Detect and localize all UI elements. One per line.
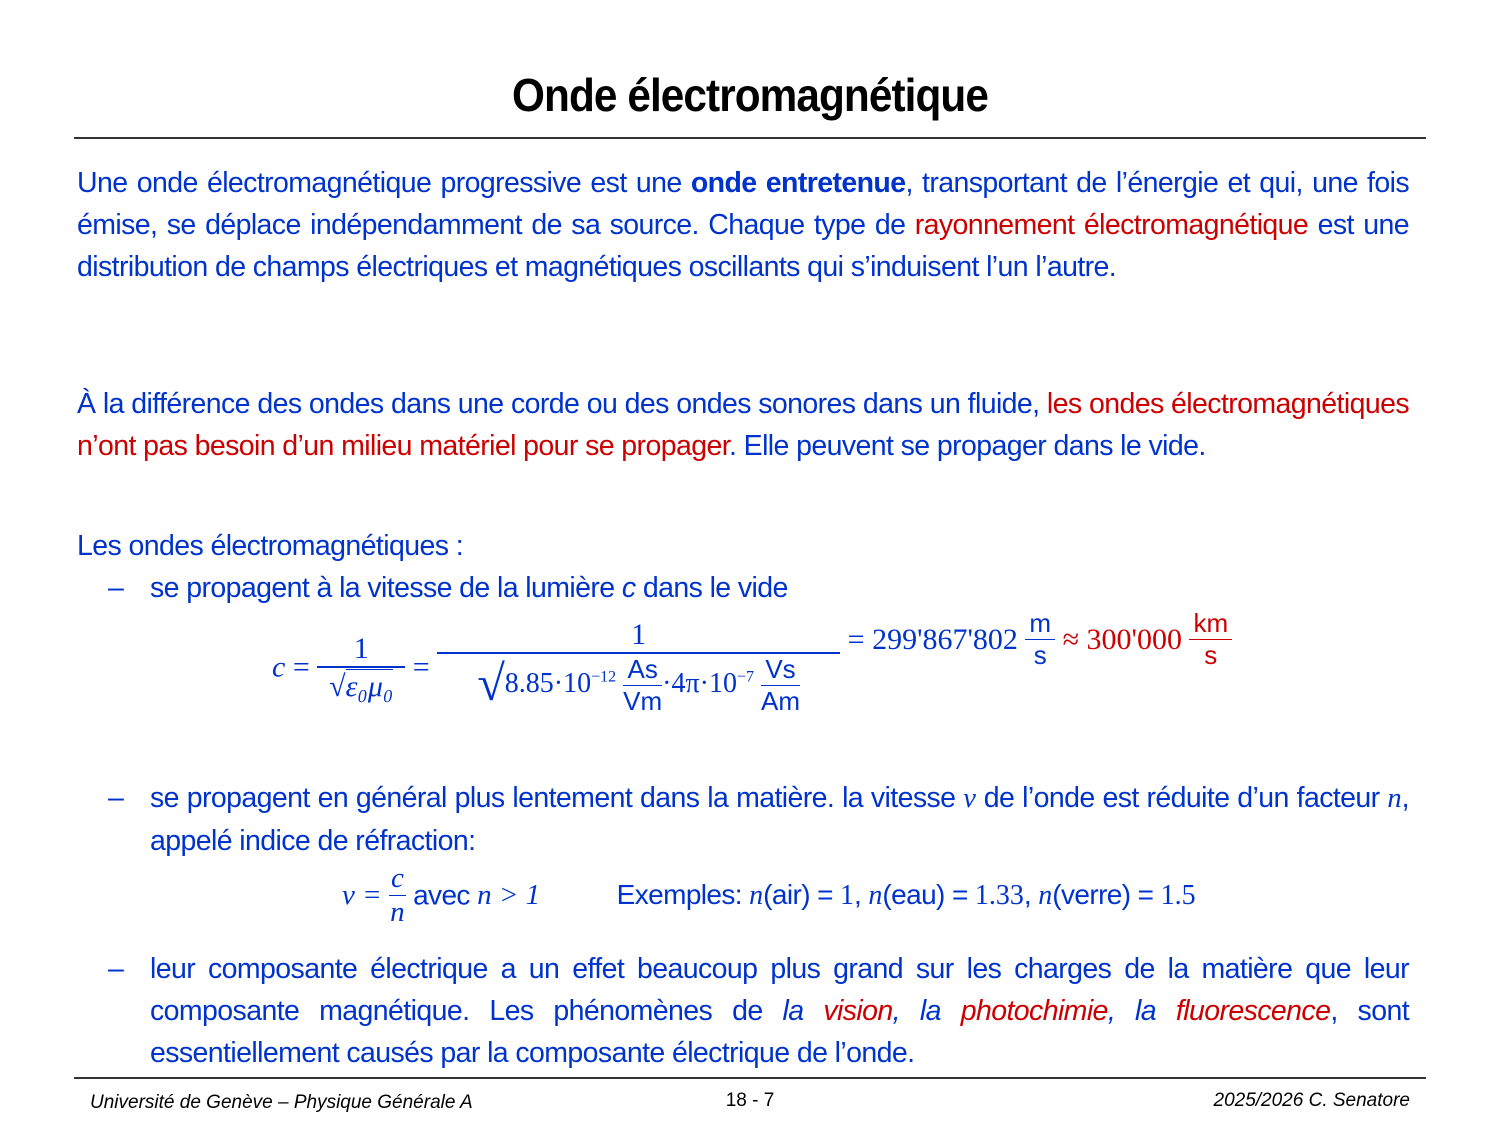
unit-num: m [1025,608,1055,640]
text: de l’onde est réduite d’un facteur [975,782,1388,814]
text: Une onde électromagnétique progressive est une [77,167,691,199]
mu-value: ·4π·10 [662,668,737,699]
value: 1 [840,880,855,911]
numerator: 1 [317,632,405,668]
text: leur composante électrique a un effet beaucoup plus grand sur les charges de la matière que leur composante magnétique. Les phénomènes de [150,953,1409,1027]
label: Exemples: [616,879,750,910]
text: , transportant de l’énergie et qui, une fois émise, se déplace indépendamment de sa source. Chaque type de [77,167,1410,241]
var-c: c [272,650,286,684]
highlight-fluorescence: fluorescence [1175,995,1331,1027]
unit-num: Vs [761,654,800,686]
numerator: c [390,862,404,894]
unit-fraction [1189,608,1232,671]
lhs: v = [342,879,382,911]
bold-term: onde entretenue [690,167,906,199]
variable-n: n [1387,783,1402,814]
text: , la [892,995,961,1027]
value: 1.5 [1160,880,1196,911]
denominator: √ε₀μ₀ [329,669,394,703]
text: se propagent à la vitesse de la lumière [150,572,622,604]
fraction-1 [317,632,405,704]
fraction-c-over-n [389,862,406,929]
approx-value: ≈ 300'000 [1062,622,1182,656]
paragraph-definition [77,162,1409,288]
unit-num: km [1189,608,1232,640]
highlight-photochimie: photochimie [960,995,1108,1027]
text: la [782,995,824,1027]
bullet-item-electric-component [150,948,1409,1074]
denominator [437,654,840,717]
var: n [868,880,883,911]
slide-title: Onde électromagnétique [512,69,988,121]
page-number: 18 - 7 [725,1090,775,1111]
unit-den: s [1204,640,1218,671]
unit-fraction [623,654,662,717]
text: est une distribution de champs électriques et magnétiques oscillants qui s’induisent l’un l’autre. [77,209,1409,283]
bullet-dash: – [108,953,124,985]
exponent: −7 [736,668,754,686]
footer-right: 2025/2026 C. Senatore [1213,1090,1410,1111]
text: (verre) = [1052,879,1161,910]
text: dans le vide [635,572,788,604]
title-divider [74,137,1426,139]
bullet-dash: – [108,572,124,604]
condition: n > 1 [477,879,541,911]
unit-fraction [761,654,800,717]
unit-fraction [1025,608,1055,671]
variable-c: c [621,572,636,604]
avec-text: avec [413,879,470,911]
text: , la [1107,995,1176,1027]
text: À la différence des ondes dans une corde ou des ondes sonores dans un fluide, [77,388,1047,420]
paragraph-vacuum [77,383,1409,467]
unit-num: As [623,654,662,686]
equals: = [412,650,430,684]
denominator: n [390,896,405,928]
examples: Exemples: n(air) = 1, n(eau) = 1.33, n(verre) = 1.5 [616,879,1196,911]
bullet-dash: – [108,782,124,814]
unit-den: Am [760,686,800,717]
highlight-text: les ondes électromagnétiques n’ont pas besoin d’un milieu matériel pour se propager [77,388,1409,462]
footer-left: Université de Genève – Physique Générale A [90,1092,473,1113]
text: . Elle peuvent se propager dans le vide. [729,430,1206,462]
bullet-item-refraction [150,777,1409,862]
text: se propagent en général plus lentement dans la matière. la vitesse [150,782,964,814]
bullet-item-speed [150,567,1409,609]
var: n [749,880,764,911]
sqrt-content: ε₀μ₀ [345,669,394,703]
footer-divider [74,1077,1426,1079]
highlight-term: rayonnement électromagnétique [914,209,1309,241]
highlight-vision: vision [823,995,893,1027]
text: (air) = [763,879,841,910]
result-value: = 299'867'802 [847,622,1018,656]
exponent: −12 [591,668,617,686]
unit-den: Vm [623,686,663,717]
variable-v: v [963,783,976,814]
equation-speed-of-light [272,608,1232,717]
equation-refraction [342,862,1196,929]
text: (eau) = [882,879,975,910]
value: 1.33 [974,880,1024,911]
equals: = [292,650,310,684]
list-intro: Les ondes électromagnétiques : [77,530,464,562]
text: , appelé indice de réfraction: [150,782,1409,857]
fraction-2 [437,618,840,717]
epsilon-value: 8.85·10 [504,668,592,699]
numerator: 1 [437,618,840,654]
unit-den: s [1033,640,1047,671]
var: n [1038,880,1053,911]
sqrt-symbol: √ [477,655,505,711]
text: , sont essentiellement causés par la composante électrique de l’onde. [150,995,1410,1069]
